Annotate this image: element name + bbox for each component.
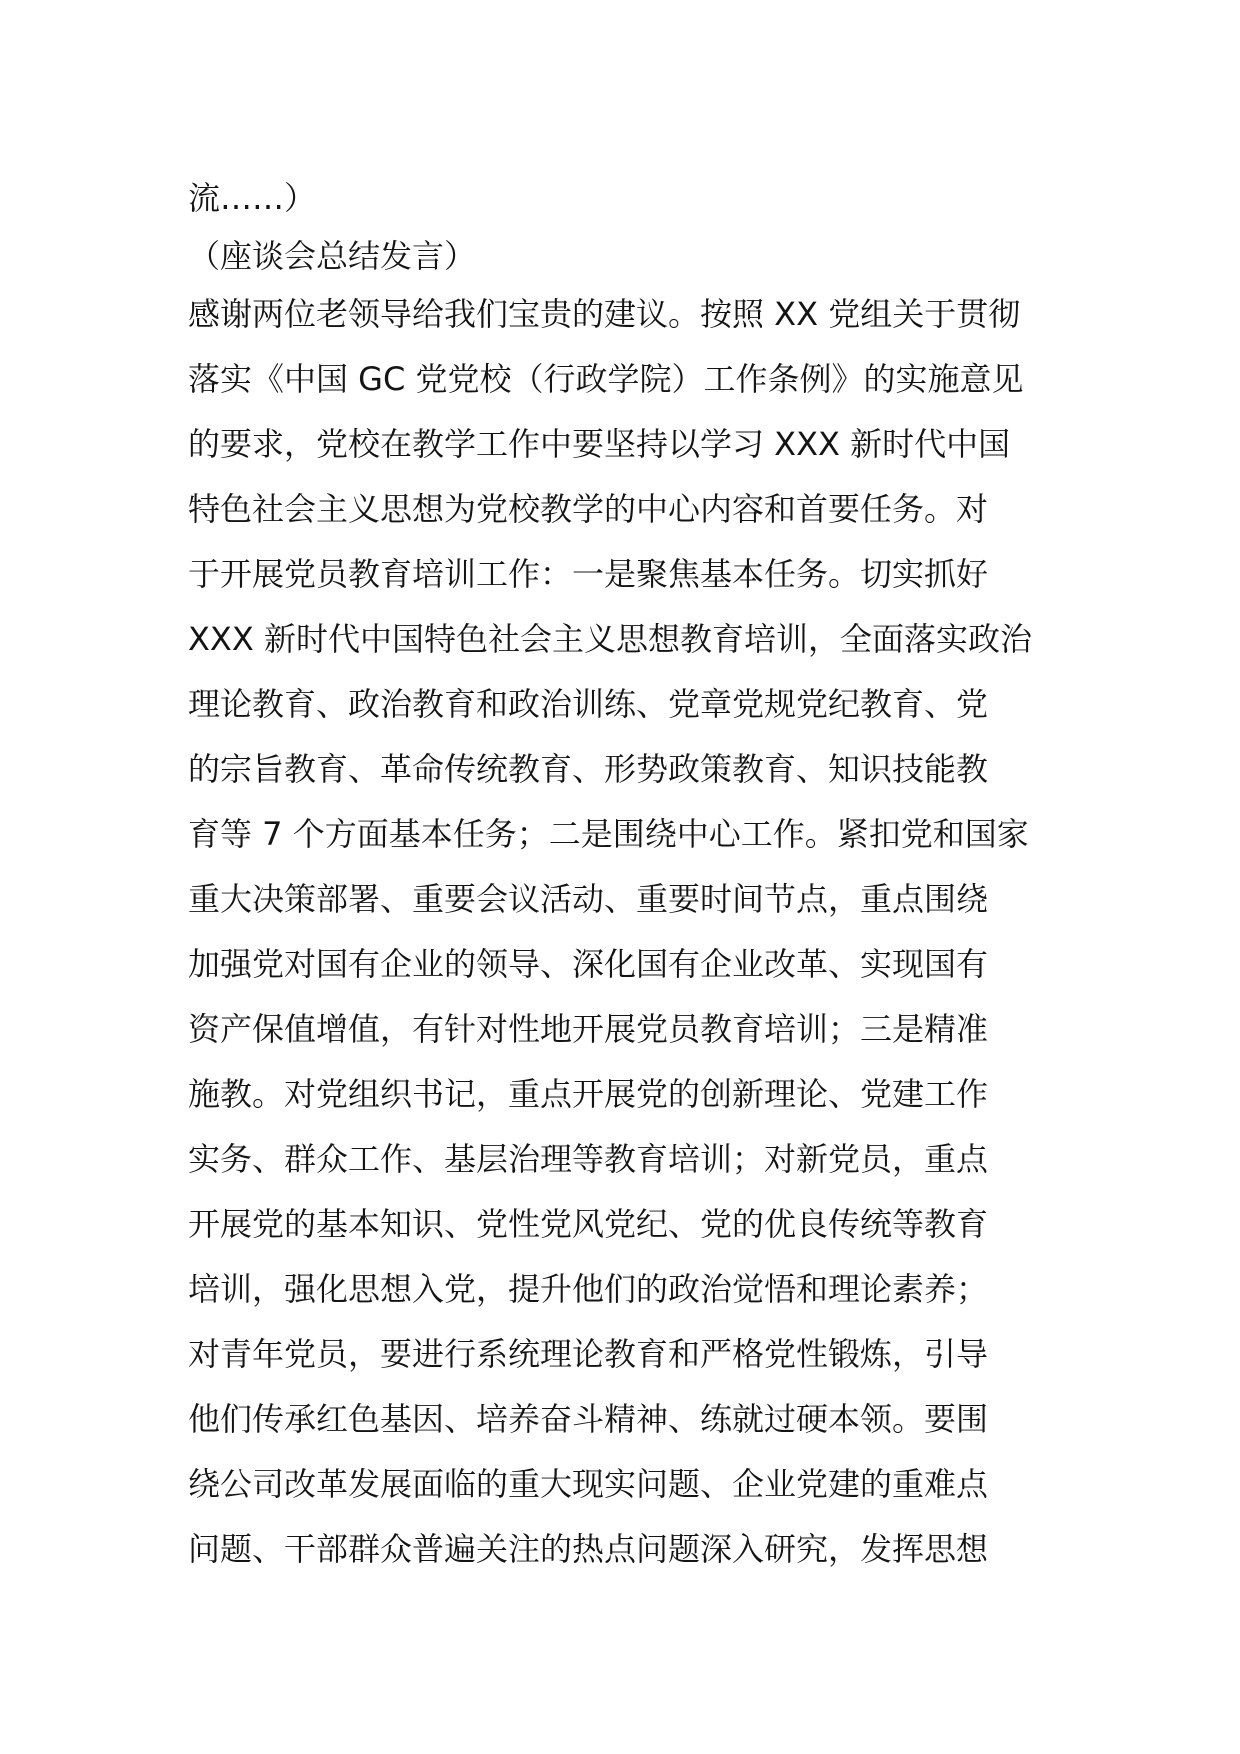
text-line-14: 资产保值增值，有针对性地开展党员教育培训；三是精准 xyxy=(188,1010,989,1048)
text-line-4: 落实《中国 GC 党党校（行政学院）工作条例》的实施意见 xyxy=(188,360,1024,398)
text-line-7: 于开展党员教育培训工作：一是聚焦基本任务。切实抓好 xyxy=(188,555,989,593)
text-line-16: 实务、群众工作、基层治理等教育培训；对新党员，重点 xyxy=(188,1140,989,1178)
text-line-9: 理论教育、政治教育和政治训练、党章党规党纪教育、党 xyxy=(188,685,989,723)
text-line-2: （座谈会总结发言） xyxy=(188,237,477,275)
text-line-20: 他们传承红色基因、培养奋斗精神、练就过硬本领。要围 xyxy=(188,1400,989,1438)
document-body xyxy=(188,166,1058,1582)
text-line-22: 问题、干部群众普遍关注的热点问题深入研究，发挥思想 xyxy=(188,1530,989,1568)
text-line-6: 特色社会主义思想为党校教学的中心内容和首要任务。对 xyxy=(188,490,989,528)
text-line-1: 流……） xyxy=(188,179,317,217)
text-line-10: 的宗旨教育、革命传统教育、形势政策教育、知识技能教 xyxy=(188,750,989,788)
text-line-17: 开展党的基本知识、党性党风党纪、党的优良传统等教育 xyxy=(188,1205,989,1243)
text-line-13: 加强党对国有企业的领导、深化国有企业改革、实现国有 xyxy=(188,945,989,983)
text-line-15: 施教。对党组织书记，重点开展党的创新理论、党建工作 xyxy=(188,1075,989,1113)
text-line-12: 重大决策部署、重要会议活动、重要时间节点，重点围绕 xyxy=(188,880,989,918)
text-line-18: 培训，强化思想入党，提升他们的政治觉悟和理论素养； xyxy=(188,1270,989,1308)
text-line-8: XXX 新时代中国特色社会主义思想教育培训，全面落实政治 xyxy=(188,620,1032,658)
text-line-21: 绕公司改革发展面临的重大现实问题、企业党建的重难点 xyxy=(188,1465,989,1503)
text-line-19: 对青年党员，要进行系统理论教育和严格党性锻炼，引导 xyxy=(188,1335,989,1373)
text-line-5: 的要求，党校在教学工作中要坚持以学习 XXX 新时代中国 xyxy=(188,425,1011,463)
text-line-11: 育等 7 个方面基本任务；二是围绕中心工作。紧扣党和国家 xyxy=(188,815,1029,853)
text-line-3: 感谢两位老领导给我们宝贵的建议。按照 XX 党组关于贯彻 xyxy=(188,295,1021,333)
